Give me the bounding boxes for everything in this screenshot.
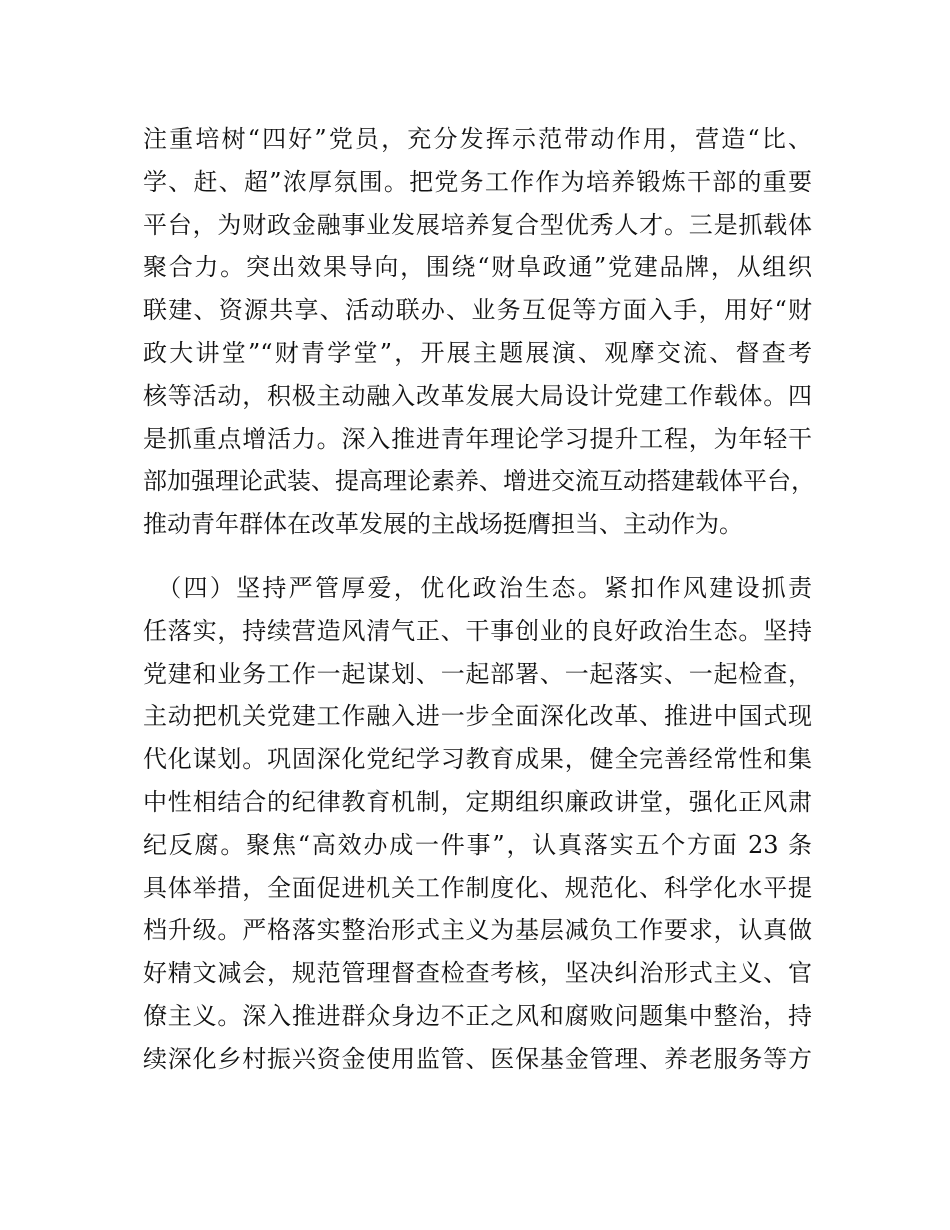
text-line: 僚主义。深入推进群众身边不正之风和腐败问题集中整治，持 (143, 1001, 812, 1030)
text-line: 党建和业务工作一起谋划、一起部署、一起落实、一起检查， (143, 659, 812, 688)
text-line: 具体举措，全面促进机关工作制度化、规范化、科学化水平提 (143, 873, 812, 902)
text-line: 推动青年群体在改革发展的主战场挺膺担当、主动作为。 (143, 510, 743, 539)
text-line: 主动把机关党建工作融入进一步全面深化改革、推进中国式现 (143, 702, 812, 731)
text-line: 续深化乡村振兴资金使用监管、医保基金管理、养老服务等方 (143, 1044, 812, 1073)
text-line: 代化谋划。巩固深化党纪学习教育成果，健全完善经常性和集 (143, 745, 812, 774)
section-heading-line: （四）坚持严管厚爱，优化政治生态。紧扣作风建设抓责 (143, 573, 812, 602)
paragraph-section-four (143, 567, 812, 1081)
text-line: 政大讲堂”“财青学堂”，开展主题展演、观摩交流、督查考 (143, 338, 812, 367)
text-line: 纪反腐。聚焦“高效办成一件事”，认真落实五个方面 23 条 (143, 830, 812, 859)
text-line: 核等活动，积极主动融入改革发展大局设计党建工作载体。四 (143, 381, 812, 410)
text-line: 学、赶、超”浓厚氛围。把党务工作作为培养锻炼干部的重要 (143, 167, 812, 196)
text-line: 任落实，持续营造风清气正、干事创业的良好政治生态。坚持 (143, 616, 812, 645)
text-line: 部加强理论武装、提高理论素养、增进交流互动搭建载体平台， (143, 467, 815, 496)
text-line: 注重培树“四好”党员，充分发挥示范带动作用，营造“比、 (143, 125, 812, 153)
text-line: 档升级。严格落实整治形式主义为基层减负工作要求，认真做 (143, 916, 812, 945)
text-line: 聚合力。突出效果导向，围绕“财阜政通”党建品牌，从组织 (143, 253, 812, 282)
text-line: 平台，为财政金融事业发展培养复合型优秀人才。三是抓载体 (143, 210, 812, 239)
text-line: 是抓重点增活力。深入推进青年理论学习提升工程，为年轻干 (143, 424, 812, 453)
text-line: 联建、资源共享、活动联办、业务互促等方面入手，用好“财 (143, 296, 812, 325)
text-line: 好精文减会，规范管理督查检查考核，坚决纠治形式主义、官 (143, 959, 812, 988)
text-line: 中性相结合的纪律教育机制，定期组织廉政讲堂，强化正风肃 (143, 787, 812, 816)
paragraph-party-building (143, 118, 815, 546)
document-page (143, 118, 815, 1102)
